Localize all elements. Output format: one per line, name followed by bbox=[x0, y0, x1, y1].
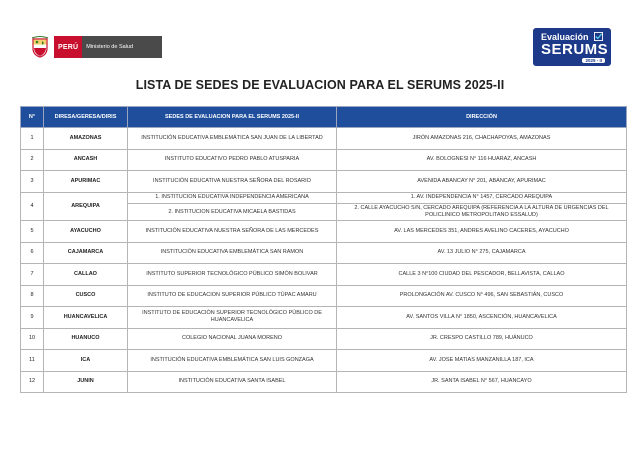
row-direccion: AV. 13 JULIO N° 275, CAJAMARCA bbox=[337, 242, 627, 264]
serums-badge bbox=[533, 28, 611, 66]
table-row bbox=[21, 221, 627, 243]
row-region: HUANUCO bbox=[44, 328, 128, 350]
table-row bbox=[21, 328, 627, 350]
header-direccion: DIRECCIÓN bbox=[337, 107, 627, 128]
row-number: 5 bbox=[21, 221, 44, 243]
row-number: 9 bbox=[21, 307, 44, 329]
row-number: 8 bbox=[21, 285, 44, 307]
row-region: AYACUCHO bbox=[44, 221, 128, 243]
row-direccion: AV. LAS MERCEDES 351, ANDRES AVELINO CACERES, AYACUCHO bbox=[337, 221, 627, 243]
table-row bbox=[21, 264, 627, 286]
table-row bbox=[21, 242, 627, 264]
row-direccion: PROLONGACIÓN AV. CUSCO N° 496, SAN SEBASTIÁN, CUSCO bbox=[337, 285, 627, 307]
row-sede: INSTITUTO DE EDUCACIÓN SUPERIOR TECNOLÓGICO PÚBLICO DE HUANCAVELICA bbox=[128, 307, 337, 329]
badge-top-text: Evaluación bbox=[541, 32, 589, 42]
row-direccion: JIRÓN AMAZONAS 216, CHACHAPOYAS, AMAZONAS bbox=[337, 128, 627, 150]
badge-year: 2025 - II bbox=[582, 58, 605, 63]
peru-coat-of-arms-icon bbox=[30, 36, 50, 58]
row-direccion: AV. BOLOGNESI N° 116 HUARAZ, ANCASH bbox=[337, 149, 627, 171]
row-region: AREQUIPA bbox=[44, 192, 128, 221]
row-sede: INSTITUTO SUPERIOR TECNOLÓGICO PÚBLICO SIMÓN BOLIVAR bbox=[128, 264, 337, 286]
row-region: HUANCAVELICA bbox=[44, 307, 128, 329]
row-direccion: JR. SANTA ISABEL N° 567, HUANCAYO bbox=[337, 371, 627, 393]
row-sede: INSTITUCIÓN EDUCATIVA EMBLEMÁTICA SAN RAMON bbox=[128, 242, 337, 264]
row-number: 1 bbox=[21, 128, 44, 150]
sedes-table bbox=[20, 106, 627, 393]
table-row bbox=[21, 192, 627, 204]
row-number: 3 bbox=[21, 171, 44, 193]
table-row bbox=[21, 128, 627, 150]
table-row bbox=[21, 285, 627, 307]
row-direccion: AVENIDA ABANCAY N° 201, ABANCAY, APURIMAC bbox=[337, 171, 627, 193]
row-region: ICA bbox=[44, 350, 128, 372]
checkmark-icon bbox=[594, 32, 603, 41]
row-sede: COLEGIO NACIONAL JUANA MORENO bbox=[128, 328, 337, 350]
table-row bbox=[21, 371, 627, 393]
row-number: 10 bbox=[21, 328, 44, 350]
row-region: AMAZONAS bbox=[44, 128, 128, 150]
peru-label: PERÚ bbox=[54, 36, 82, 58]
row-direccion: CALLE 3 N°100 CIUDAD DEL PESCADOR, BELLAVISTA, CALLAO bbox=[337, 264, 627, 286]
row-number: 4 bbox=[21, 192, 44, 221]
badge-main-text: SERUMS bbox=[541, 41, 609, 58]
page-title: LISTA DE SEDES DE EVALUACION PARA EL SERUMS 2025-II bbox=[135, 78, 505, 92]
table-row bbox=[21, 149, 627, 171]
header-region: DIRESA/GERESA/DIRIS bbox=[44, 107, 128, 128]
row-direccion: AV. JOSE MATIAS MANZANILLA 187, ICA bbox=[337, 350, 627, 372]
row-sede: INSTITUCIÓN EDUCATIVA NUESTRA SEÑORA DE LAS MERCEDES bbox=[128, 221, 337, 243]
ministry-label: Ministerio de Salud bbox=[82, 36, 162, 58]
row-number: 12 bbox=[21, 371, 44, 393]
row-region: ANCASH bbox=[44, 149, 128, 171]
minsa-logo bbox=[30, 36, 162, 58]
row-region: CALLAO bbox=[44, 264, 128, 286]
table-row bbox=[21, 171, 627, 193]
row-number: 2 bbox=[21, 149, 44, 171]
row-direccion: 2. CALLE AYACUCHO S/N, CERCADO AREQUIPA (REFERENCIA A LA ALTURA DE URGENCIAS DEL POLICLINICO METROPOLITANO ESSALUD) bbox=[337, 204, 627, 221]
row-direccion: JR. CRESPO CASTILLO 789, HUÁNUCO bbox=[337, 328, 627, 350]
table-header-row bbox=[21, 107, 627, 128]
row-sede: INSTITUCIÓN EDUCATIVA NUESTRA SEÑORA DEL ROSARIO bbox=[128, 171, 337, 193]
header-sede: SEDES DE EVALUACION PARA EL SERUMS 2025-II bbox=[128, 107, 337, 128]
table-row bbox=[21, 307, 627, 329]
row-number: 7 bbox=[21, 264, 44, 286]
row-sede: 1. INSTITUCION EDUCATIVA INDEPENDENCIA AMERICANA bbox=[128, 192, 337, 204]
row-number: 11 bbox=[21, 350, 44, 372]
header-number: N° bbox=[21, 107, 44, 128]
row-sede: 2. INSTITUCION EDUCATIVA MICAELA BASTIDAS bbox=[128, 204, 337, 221]
row-number: 6 bbox=[21, 242, 44, 264]
row-region: CUSCO bbox=[44, 285, 128, 307]
row-sede: INSTITUCIÓN EDUCATIVA EMBLEMÁTICA SAN JUAN DE LA LIBERTAD bbox=[128, 128, 337, 150]
row-direccion: AV. SANTOS VILLA N° 1850, ASCENCIÓN, HUANCAVELICA bbox=[337, 307, 627, 329]
row-sede: INSTITUTO EDUCATIVO PEDRO PABLO ATUSPARIA bbox=[128, 149, 337, 171]
row-region: JUNIN bbox=[44, 371, 128, 393]
row-sede: INSTITUCIÓN EDUCATIVA EMBLEMÁTICA SAN LUIS GONZAGA bbox=[128, 350, 337, 372]
row-region: APURIMAC bbox=[44, 171, 128, 193]
row-sede: INSTITUCIÓN EDUCATIVA SANTA ISABEL bbox=[128, 371, 337, 393]
row-sede: INSTITUTO DE EDUCACION SUPERIOR PÚBLICO TÚPAC AMARU bbox=[128, 285, 337, 307]
row-direccion: 1. AV. INDEPENDENCIA N° 1457, CERCADO AREQUIPA bbox=[337, 192, 627, 204]
row-region: CAJAMARCA bbox=[44, 242, 128, 264]
table-row bbox=[21, 350, 627, 372]
